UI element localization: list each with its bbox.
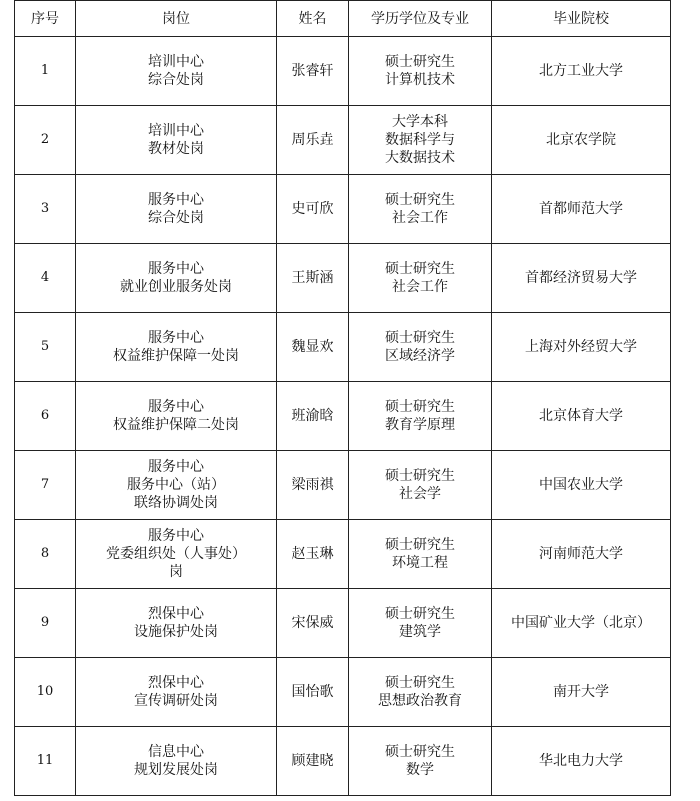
cell-no: 1 — [15, 37, 76, 106]
post-line: 设施保护处岗 — [134, 624, 218, 640]
post-line: 权益维护保障一处岗 — [113, 348, 239, 364]
degree-line: 教育学原理 — [385, 417, 455, 433]
cell-no: 11 — [15, 727, 76, 796]
cell-name: 梁雨祺 — [277, 451, 349, 520]
table-row — [15, 106, 671, 175]
cell-school: 南开大学 — [492, 658, 671, 727]
cell-school: 河南师范大学 — [492, 520, 671, 589]
post-line: 服务中心 — [148, 459, 204, 475]
degree-line: 社会学 — [399, 486, 441, 502]
cell-name: 宋保威 — [277, 589, 349, 658]
post-line: 烈保中心 — [148, 675, 204, 691]
degree-line: 硕士研究生 — [385, 399, 455, 415]
post-line: 权益维护保障二处岗 — [113, 417, 239, 433]
cell-school: 北京体育大学 — [492, 382, 671, 451]
degree-line: 社会工作 — [392, 210, 448, 226]
post-line: 教材处岗 — [148, 141, 204, 157]
degree-line: 硕士研究生 — [385, 192, 455, 208]
degree-line: 硕士研究生 — [385, 606, 455, 622]
header-degree: 学历学位及专业 — [349, 1, 492, 37]
cell-school: 中国矿业大学（北京） — [492, 589, 671, 658]
degree-line: 硕士研究生 — [385, 675, 455, 691]
degree-line: 硕士研究生 — [385, 537, 455, 553]
degree-line: 硕士研究生 — [385, 744, 455, 760]
cell-degree — [349, 589, 492, 658]
cell-post — [76, 382, 277, 451]
cell-name: 史可欣 — [277, 175, 349, 244]
cell-post — [76, 106, 277, 175]
cell-no: 8 — [15, 520, 76, 589]
post-line: 服务中心 — [148, 399, 204, 415]
table-row — [15, 520, 671, 589]
cell-name: 顾建晓 — [277, 727, 349, 796]
cell-name: 国怡歌 — [277, 658, 349, 727]
post-line: 服务中心 — [148, 261, 204, 277]
degree-line: 硕士研究生 — [385, 261, 455, 277]
degree-line: 环境工程 — [392, 555, 448, 571]
cell-school: 首都经济贸易大学 — [492, 244, 671, 313]
degree-line: 数据科学与 — [385, 132, 455, 148]
cell-no: 5 — [15, 313, 76, 382]
cell-degree — [349, 37, 492, 106]
cell-no: 2 — [15, 106, 76, 175]
cell-degree — [349, 658, 492, 727]
cell-post — [76, 658, 277, 727]
post-line: 烈保中心 — [148, 606, 204, 622]
cell-degree — [349, 727, 492, 796]
post-line: 规划发展处岗 — [134, 762, 218, 778]
post-line: 培训中心 — [148, 123, 204, 139]
cell-degree — [349, 313, 492, 382]
cell-school: 华北电力大学 — [492, 727, 671, 796]
cell-degree — [349, 520, 492, 589]
degree-line: 思想政治教育 — [378, 693, 462, 709]
table-row — [15, 658, 671, 727]
degree-line: 硕士研究生 — [385, 468, 455, 484]
degree-line: 大学本科 — [392, 114, 448, 130]
cell-no: 3 — [15, 175, 76, 244]
cell-degree — [349, 451, 492, 520]
cell-post — [76, 520, 277, 589]
cell-school: 中国农业大学 — [492, 451, 671, 520]
post-line: 党委组织处（人事处） — [106, 546, 246, 562]
cell-school: 北方工业大学 — [492, 37, 671, 106]
table-row — [15, 37, 671, 106]
cell-degree — [349, 244, 492, 313]
post-line: 岗 — [169, 564, 183, 580]
post-line: 服务中心 — [148, 192, 204, 208]
table-row — [15, 589, 671, 658]
header-no: 序号 — [15, 1, 76, 37]
post-line: 信息中心 — [148, 744, 204, 760]
table-header-row — [15, 1, 671, 37]
degree-line: 硕士研究生 — [385, 54, 455, 70]
post-line: 服务中心 — [148, 528, 204, 544]
cell-name: 魏显欢 — [277, 313, 349, 382]
cell-no: 4 — [15, 244, 76, 313]
cell-no: 9 — [15, 589, 76, 658]
post-line: 服务中心（站） — [127, 477, 225, 493]
header-school: 毕业院校 — [492, 1, 671, 37]
table-row — [15, 727, 671, 796]
degree-line: 计算机技术 — [385, 72, 455, 88]
cell-post — [76, 451, 277, 520]
degree-line: 硕士研究生 — [385, 330, 455, 346]
cell-name: 班渝晗 — [277, 382, 349, 451]
post-line: 综合处岗 — [148, 72, 204, 88]
header-post: 岗位 — [76, 1, 277, 37]
degree-line: 区域经济学 — [385, 348, 455, 364]
table-row — [15, 382, 671, 451]
cell-name: 周乐垚 — [277, 106, 349, 175]
post-line: 服务中心 — [148, 330, 204, 346]
personnel-table — [14, 0, 671, 796]
degree-line: 数学 — [406, 762, 434, 778]
post-line: 综合处岗 — [148, 210, 204, 226]
header-name: 姓名 — [277, 1, 349, 37]
cell-name: 张睿轩 — [277, 37, 349, 106]
cell-post — [76, 313, 277, 382]
cell-no: 7 — [15, 451, 76, 520]
degree-line: 大数据技术 — [385, 150, 455, 166]
cell-degree — [349, 175, 492, 244]
cell-post — [76, 37, 277, 106]
cell-no: 10 — [15, 658, 76, 727]
cell-school: 首都师范大学 — [492, 175, 671, 244]
cell-post — [76, 589, 277, 658]
post-line: 就业创业服务处岗 — [120, 279, 232, 295]
cell-degree — [349, 106, 492, 175]
cell-school: 上海对外经贸大学 — [492, 313, 671, 382]
table-row — [15, 451, 671, 520]
post-line: 培训中心 — [148, 54, 204, 70]
degree-line: 社会工作 — [392, 279, 448, 295]
cell-no: 6 — [15, 382, 76, 451]
cell-post — [76, 244, 277, 313]
table-row — [15, 175, 671, 244]
cell-name: 赵玉琳 — [277, 520, 349, 589]
post-line: 联络协调处岗 — [134, 495, 218, 511]
cell-name: 王斯涵 — [277, 244, 349, 313]
cell-school: 北京农学院 — [492, 106, 671, 175]
cell-post — [76, 175, 277, 244]
degree-line: 建筑学 — [399, 624, 441, 640]
table-row — [15, 313, 671, 382]
cell-degree — [349, 382, 492, 451]
post-line: 宣传调研处岗 — [134, 693, 218, 709]
cell-post — [76, 727, 277, 796]
table-row — [15, 244, 671, 313]
table-body — [15, 37, 671, 796]
